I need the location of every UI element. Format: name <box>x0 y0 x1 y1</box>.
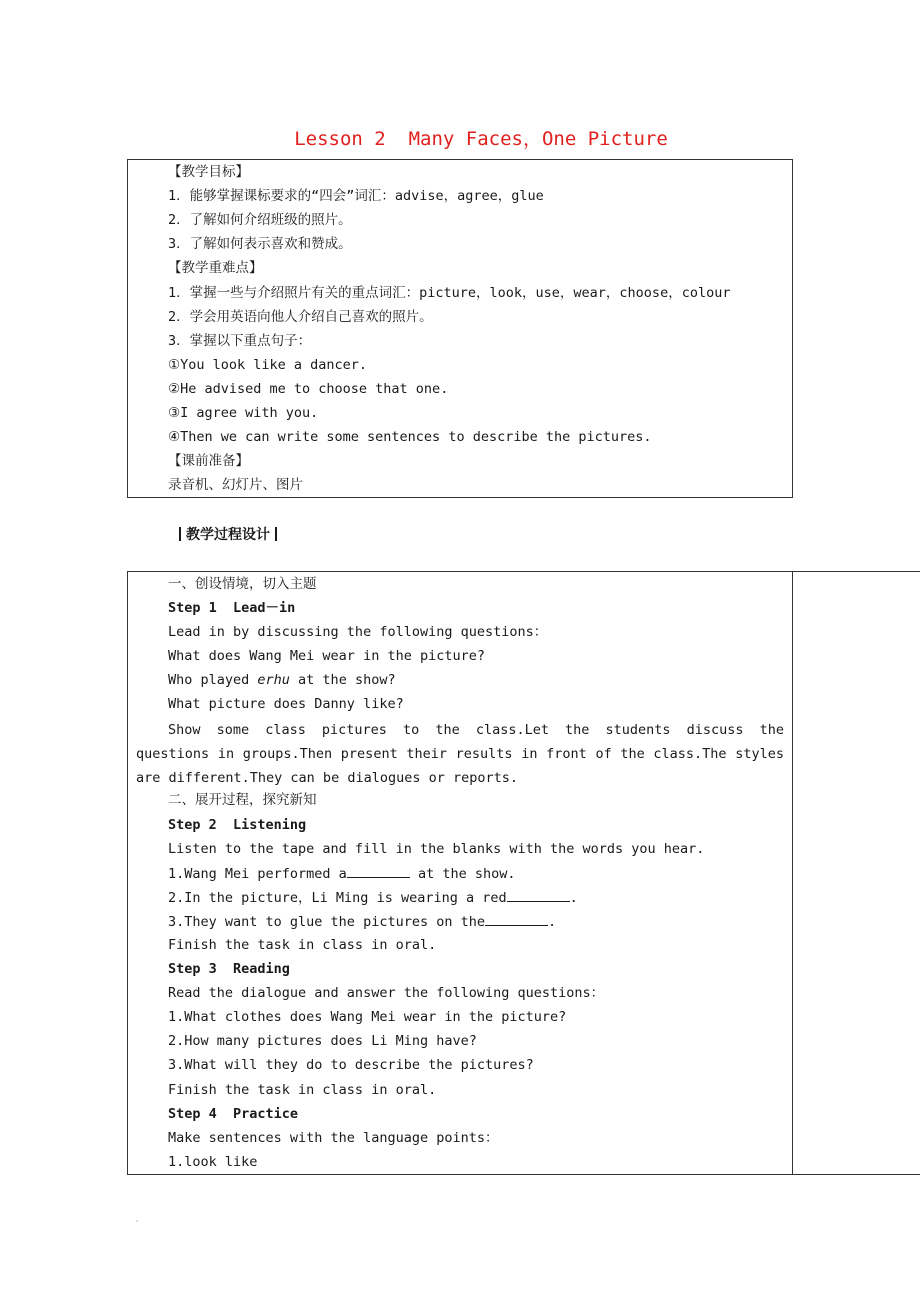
objective-item: 1．能够掌握课标要求的“四会”词汇：advise，agree，glue <box>168 188 544 204</box>
step4-item: 1.look like <box>168 1154 258 1170</box>
key-points-heading: 【教学重难点】 <box>168 260 263 276</box>
fill-blank-item: 1.Wang Mei performed a at the show. <box>168 863 515 884</box>
step3-finish: Finish the task in class in oral. <box>168 1082 437 1098</box>
objectives-heading: 【教学目标】 <box>168 164 249 180</box>
fill-blank-item: 2.In the picture，Li Ming is wearing a red . <box>168 887 578 908</box>
step1-title: Step 1 Lead－in <box>168 600 296 616</box>
preparation-heading: 【课前准备】 <box>168 453 249 469</box>
step1-question: What picture does Danny like? <box>168 696 404 712</box>
step1-paragraph: Show some class pictures to the class.Let the students discuss the questions in groups.Then present their results in front of the class.The styles are different.They can be dialogues or reports. <box>136 722 784 786</box>
key-point-item: 1．掌握一些与介绍照片有关的重点词汇：picture，look，use，wear，choose，colour <box>168 285 731 301</box>
key-point-item: 2．学会用英语向他人介绍自己喜欢的照片。 <box>168 309 433 325</box>
process-heading: 教学过程设计 <box>174 524 282 546</box>
fill-blank-item: 3.They want to glue the pictures on the . <box>168 911 556 932</box>
column-divider <box>792 571 793 1175</box>
key-sentence: ②He advised me to choose that one. <box>168 381 449 397</box>
key-sentence: ③I agree with you. <box>168 405 319 421</box>
step3-question: 3.What will they do to describe the pictures? <box>168 1057 534 1073</box>
step2-title: Step 2 Listening <box>168 817 307 833</box>
step1-question: Who played erhu at the show? <box>168 672 396 688</box>
step4-title: Step 4 Practice <box>168 1106 299 1122</box>
lesson-title: Lesson 2 Many Faces，One Picture <box>294 128 668 150</box>
key-sentence: ④Then we can write some sentences to describe the pictures. <box>168 429 652 445</box>
key-sentence: ①You look like a dancer. <box>168 357 368 373</box>
step2-intro: Listen to the tape and fill in the blanks with the words you hear. <box>168 841 705 857</box>
step3-question: 1.What clothes does Wang Mei wear in the picture? <box>168 1009 567 1025</box>
blank-line <box>507 887 570 902</box>
step1-question: What does Wang Mei wear in the picture? <box>168 648 485 664</box>
heading-bar-right <box>275 527 277 541</box>
heading-bar-left <box>179 527 181 541</box>
part1-title: 一、创设情境，切入主题 <box>168 576 317 592</box>
page-mark <box>136 1220 138 1222</box>
step4-intro: Make sentences with the language points： <box>168 1130 499 1146</box>
blank-line <box>485 911 548 926</box>
step1-intro: Lead in by discussing the following questions： <box>168 624 548 640</box>
preparation-text: 录音机、幻灯片、图片 <box>168 477 303 493</box>
part2-title: 二、展开过程，探究新知 <box>168 792 317 808</box>
step2-finish: Finish the task in class in oral. <box>168 937 437 953</box>
objective-item: 3．了解如何表示喜欢和赞成。 <box>168 236 352 252</box>
objective-item: 2．了解如何介绍班级的照片。 <box>168 212 352 228</box>
step3-intro: Read the dialogue and answer the following questions： <box>168 985 605 1001</box>
key-point-item: 3．掌握以下重点句子： <box>168 333 312 349</box>
step3-title: Step 3 Reading <box>168 961 290 977</box>
blank-line <box>347 863 410 878</box>
step3-question: 2.How many pictures does Li Ming have? <box>168 1033 477 1049</box>
